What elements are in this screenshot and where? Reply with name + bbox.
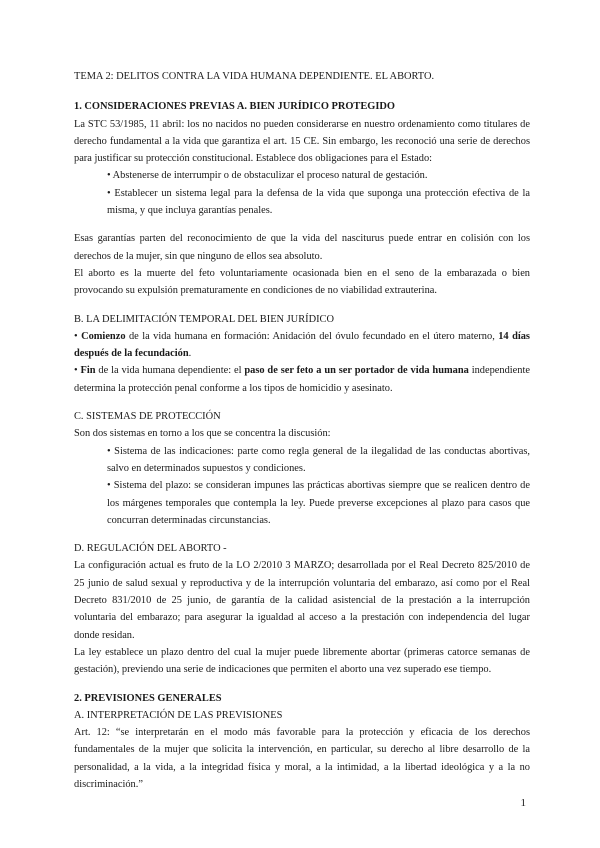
paragraph: El aborto es la muerte del feto voluntariamente ocasionada bien en el seno de la embarazada o bien provocando su expulsión prematuramente en condiciones de no viabilidad extrauterina. xyxy=(74,267,530,297)
list-item-fin: • Fin de la vida humana dependiente: el paso de ser feto a un ser portador de vida humana independiente determina la protección penal conforme a los tipos de homicidio y asesinato. xyxy=(74,365,530,394)
section-b-heading: B. LA DELIMITACIÓN TEMPORAL DEL BIEN JURÍDICO xyxy=(74,313,334,325)
bullet-item: • Establecer un sistema legal para la defensa de la vida que suponga una protección efectiva de la misma, y que incluya garantías penales. xyxy=(107,187,530,217)
bullet-item: • Abstenerse de interrumpir o de obstaculizar el proceso natural de gestación. xyxy=(107,170,428,182)
paragraph: Art. 12: “se interpretarán en el modo más favorable para la protección y eficacia de los derechos fundamentales de la mujer que solicita la intervención, en particular, su derecho al libre desarrollo de la personalidad, a la vida, a la integridad física y moral, a la intimidad, a la libertad ideológica y a la no discriminación.” xyxy=(74,727,530,790)
section-1-heading: 1. CONSIDERACIONES PREVIAS A. BIEN JURÍDICO PROTEGIDO xyxy=(74,101,396,113)
paragraph: La configuración actual es fruto de la LO 2/2010 3 MARZO; desarrollada por el Real Decreto 825/2010 de 25 junio de salud sexual y reproductiva y de la interrupción voluntaria del embarazo, así como por el Real Decreto 831/2010 de 25 junio, de garantía de la calidad asistencial de la prestación a la interrupción voluntaria del embarazo; para asegurar la igualdad al acceso a la prestación con independencia del lugar donde residan. xyxy=(74,560,530,641)
document-page xyxy=(74,68,530,793)
paragraph: La STC 53/1985, 11 abril: los no nacidos no pueden considerarse en nuestro ordenamiento como titulares de derecho fundamental a la vida que garantiza el art. 15 CE. Sin embargo, les reconoció una serie de derechos para justificar su protección constitucional. Establece dos obligaciones para el Estado: xyxy=(74,118,530,165)
bullet-item: • Sistema del plazo: se consideran impunes las prácticas abortivas siempre que se realicen dentro de los márgenes temporales que contempla la ley. Puede preverse excepciones al plazo para casos que concurran determinadas circunstancias. xyxy=(107,480,530,526)
paragraph: Son dos sistemas en torno a los que se concentra la discusión: xyxy=(74,428,331,440)
section-2-heading: 2. PREVISIONES GENERALES xyxy=(74,692,222,704)
section-c-heading: C. SISTEMAS DE PROTECCIÓN xyxy=(74,411,221,423)
page-number: 1 xyxy=(520,797,526,809)
list-item-comienzo: • Comienzo de la vida humana en formación: Anidación del óvulo fecundado en el útero materno, 14 días después de la fecundación. xyxy=(74,330,530,360)
bullet-item: • Sistema de las indicaciones: parte como regla general de la ilegalidad de las conductas abortivas, salvo en determinados supuestos y condiciones. xyxy=(107,445,530,474)
paragraph: Esas garantías parten del reconocimiento de que la vida del nasciturus puede entrar en colisión con los derechos de la mujer, sin que ninguno de ellos sea absoluto. xyxy=(74,233,530,262)
document-title: TEMA 2: DELITOS CONTRA LA VIDA HUMANA DEPENDIENTE. EL ABORTO. xyxy=(74,71,435,82)
subsection-heading: A. INTERPRETACIÓN DE LAS PREVISIONES xyxy=(74,709,283,721)
section-d-heading: D. REGULACIÓN DEL ABORTO - xyxy=(74,543,227,555)
paragraph: La ley establece un plazo dentro del cual la mujer puede libremente abortar (primeras catorce semanas de gestación), previendo una serie de indicaciones que permiten el aborto una vez superado ese tiempo. xyxy=(74,646,530,676)
